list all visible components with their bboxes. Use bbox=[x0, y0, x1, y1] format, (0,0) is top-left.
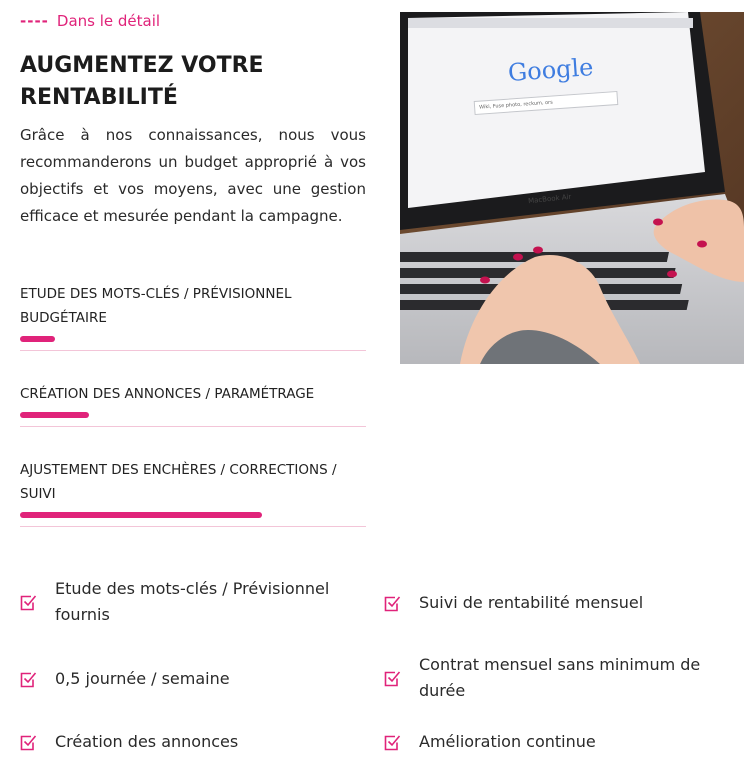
progress-item bbox=[20, 382, 366, 427]
progress-item bbox=[20, 458, 366, 527]
feature-item bbox=[20, 666, 350, 692]
checkbox-check-icon bbox=[384, 734, 401, 751]
checkbox-check-icon bbox=[20, 594, 37, 611]
progress-label: AJUSTEMENT DES ENCHÈRES / CORRECTIONS / SUIVI bbox=[20, 462, 337, 502]
screen-logo: Google bbox=[507, 53, 595, 87]
feature-text: 0,5 journée / semaine bbox=[55, 669, 230, 688]
feature-item bbox=[384, 652, 724, 704]
progress-fill bbox=[20, 412, 89, 418]
screen-search-box: Wiki, Fuse photo, reckum, ors bbox=[474, 91, 619, 115]
laptop-photo bbox=[400, 12, 744, 364]
section-eyebrow bbox=[20, 12, 160, 30]
progress-label: ETUDE DES MOTS-CLÉS / PRÉVISIONNEL BUDGÉTAIRE bbox=[20, 286, 292, 326]
feature-item bbox=[384, 729, 724, 755]
section-title: AUGMENTEZ VOTRE RENTABILITÉ bbox=[20, 53, 264, 110]
intro-paragraph: Grâce à nos connaissances, nous vous recommanderons un budget approprié à vos objectifs et vos moyens, avec une gestion efficace et mesurée pendant la campagne. bbox=[20, 126, 366, 225]
progress-track bbox=[20, 512, 366, 518]
feature-text: Amélioration continue bbox=[419, 732, 596, 751]
eyebrow-label: Dans le détail bbox=[56, 12, 161, 30]
progress-item bbox=[20, 282, 366, 351]
checkbox-check-icon bbox=[384, 670, 401, 687]
laptop-brand-label: MacBook Air bbox=[527, 192, 572, 206]
feature-item bbox=[384, 590, 724, 616]
progress-track bbox=[20, 412, 366, 418]
feature-item bbox=[20, 729, 350, 755]
feature-text: Création des annonces bbox=[55, 732, 239, 751]
progress-track bbox=[20, 336, 366, 342]
progress-label: CRÉATION DES ANNONCES / PARAMÉTRAGE bbox=[20, 386, 315, 402]
progress-fill bbox=[20, 512, 262, 518]
checkbox-check-icon bbox=[20, 671, 37, 688]
feature-text: Suivi de rentabilité mensuel bbox=[419, 593, 644, 612]
feature-text: Etude des mots-clés / Prévisionnel fournis bbox=[55, 579, 330, 624]
progress-divider bbox=[20, 526, 366, 527]
feature-item bbox=[20, 576, 350, 628]
progress-divider bbox=[20, 350, 366, 351]
checkbox-check-icon bbox=[20, 734, 37, 751]
progress-fill bbox=[20, 336, 55, 342]
feature-text: Contrat mensuel sans minimum de durée bbox=[419, 655, 701, 700]
progress-divider bbox=[20, 426, 366, 427]
eyebrow-dashes: ---- bbox=[20, 12, 49, 30]
checkbox-check-icon bbox=[384, 595, 401, 612]
